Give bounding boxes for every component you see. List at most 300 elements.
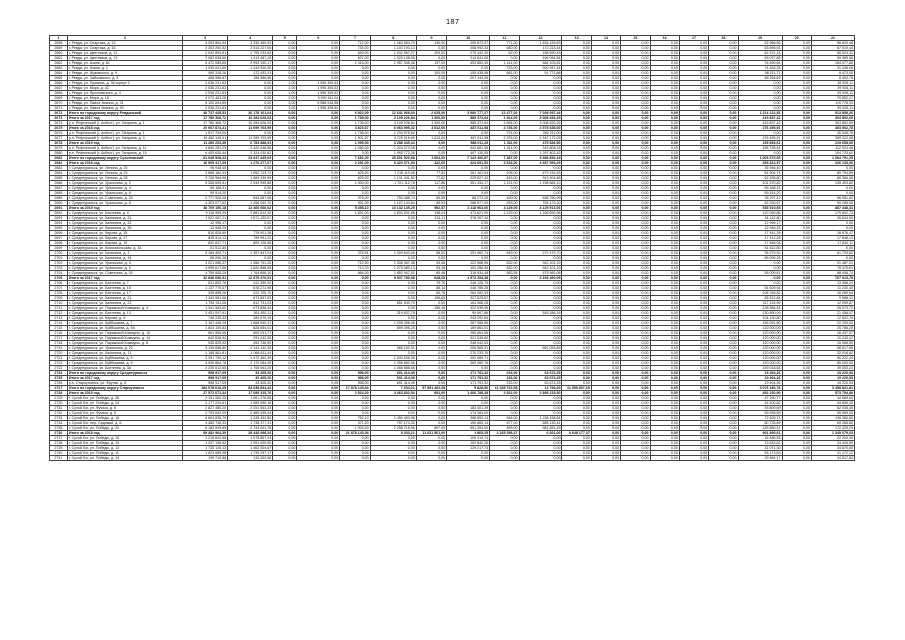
value-cell: 1 129,00 <box>490 211 519 216</box>
value-cell: 0,00 <box>709 326 738 331</box>
value-cell: 0,00 <box>621 336 650 341</box>
value-cell: 0,00 <box>562 131 591 136</box>
value-cell: 0,00 <box>738 106 782 111</box>
value-cell: 0,00 <box>621 441 650 446</box>
value-cell: 1 357 847,04 <box>228 251 273 256</box>
value-cell: 0,00 <box>709 341 738 346</box>
value-cell: 0,00 <box>782 131 811 136</box>
value-cell: 0,00 <box>490 186 519 191</box>
value-cell: 104 733,61 <box>811 151 854 156</box>
value-cell: 3 288 345,34 <box>370 141 416 146</box>
value-cell: 0,00 <box>679 226 708 231</box>
value-cell: 0,00 <box>709 156 738 161</box>
value-cell: 0,00 <box>650 436 679 441</box>
row-number-cell: 2721 <box>50 356 68 361</box>
value-cell: 291 242,05 <box>228 336 273 341</box>
value-cell: 0,00 <box>621 266 650 271</box>
value-cell: 0,00 <box>679 331 708 336</box>
value-cell: 0,00 <box>490 396 519 401</box>
value-cell: 0,00 <box>650 221 679 226</box>
row-number-cell: 2723 <box>50 366 68 371</box>
value-cell: 208 992,34 <box>447 46 490 51</box>
row-number-cell: 2718 <box>50 341 68 346</box>
value-cell: 1 188 561,81 <box>183 351 228 356</box>
value-cell: 1 003 670,93 <box>738 156 782 161</box>
column-header: 4 <box>228 36 273 41</box>
value-cell: 0,00 <box>416 411 446 416</box>
value-cell: 0,00 <box>416 131 446 136</box>
value-cell: 0,00 <box>782 126 811 131</box>
value-cell: 2 151 060,25 <box>183 396 228 401</box>
row-number-cell: 2663 <box>50 66 68 71</box>
value-cell: 0,00 <box>297 146 340 151</box>
value-cell: 0,00 <box>782 211 811 216</box>
value-cell: 0,00 <box>490 321 519 326</box>
value-cell: 0,00 <box>273 206 297 211</box>
value-cell: 0,00 <box>650 161 679 166</box>
value-cell: 809 128,96 <box>228 241 273 246</box>
value-cell: 0,00 <box>297 161 340 166</box>
value-cell: 184 078 616,25 <box>183 386 228 391</box>
value-cell: 3 008 453,25 <box>519 121 562 126</box>
value-cell: 0,00 <box>679 96 708 101</box>
value-cell: 0,00 <box>709 221 738 226</box>
value-cell: 56 951,80 <box>811 196 854 201</box>
row-number-cell: 2730 <box>50 401 68 406</box>
value-cell: 0,00 <box>679 301 708 306</box>
value-cell: 6 400 630,44 <box>183 151 228 156</box>
value-cell: 120 250,86 <box>738 211 782 216</box>
value-cell: 0,00 <box>679 276 708 281</box>
value-cell: 19 450 140,41 <box>183 136 228 141</box>
value-cell: 0,00 <box>519 91 562 96</box>
value-cell: 0,00 <box>340 291 370 296</box>
value-cell: 1 795 233,63 <box>228 51 273 56</box>
value-cell: 155 893,61 <box>738 141 782 146</box>
value-cell: 0,00 <box>519 351 562 356</box>
row-number-cell: 2693 <box>50 216 68 221</box>
value-cell: 0,00 <box>650 386 679 391</box>
value-cell: 931,00 <box>340 201 370 206</box>
value-cell: 0,00 <box>709 101 738 106</box>
value-cell: 0,00 <box>679 81 708 86</box>
value-cell: 0,00 <box>782 221 811 226</box>
value-cell: 0,00 <box>297 151 340 156</box>
value-cell: 0,00 <box>782 406 811 411</box>
value-cell: 0,00 <box>621 161 650 166</box>
value-cell: 415 837,42 <box>738 121 782 126</box>
value-cell: 0,00 <box>650 141 679 146</box>
value-cell: 0,00 <box>709 306 738 311</box>
address-cell: Итого по городскому округу Сухоложский <box>67 156 182 161</box>
value-cell: 169 064,84 <box>519 56 562 61</box>
value-cell: 0,00 <box>621 141 650 146</box>
value-cell: 0,00 <box>709 441 738 446</box>
value-cell: 998,00 <box>340 371 370 376</box>
value-cell: 0,00 <box>782 331 811 336</box>
column-header: 19 <box>738 36 782 41</box>
value-cell: 159 438,58 <box>447 71 490 76</box>
value-cell: 0,00 <box>679 151 708 156</box>
value-cell: 0,00 <box>519 356 562 361</box>
value-cell: 12 622,76 <box>811 316 854 321</box>
value-cell: 0,00 <box>340 361 370 366</box>
value-cell: 1 091 009,50 <box>228 441 273 446</box>
value-cell: 0,00 <box>416 301 446 306</box>
value-cell: 0,00 <box>679 281 708 286</box>
value-cell: 21 456,07 <box>811 311 854 316</box>
value-cell: 0,00 <box>709 421 738 426</box>
value-cell: 0,00 <box>591 386 620 391</box>
value-cell: 0,00 <box>273 201 297 206</box>
address-cell: г. Ревда, ул. Азина, д. 61 <box>67 61 182 66</box>
value-cell: 1 341 563,62 <box>183 306 228 311</box>
value-cell: 0,00 <box>297 271 340 276</box>
value-cell: 119 778,33 <box>811 101 854 106</box>
value-cell: 0,00 <box>591 266 620 271</box>
value-cell: 2 324 030,62 <box>228 151 273 156</box>
value-cell: 280 575,15 <box>228 316 273 321</box>
value-cell: 0,00 <box>297 381 340 386</box>
value-cell: 611 390,20 <box>228 281 273 286</box>
value-cell: 3 980 777,27 <box>447 111 490 116</box>
value-cell: 0,00 <box>447 186 490 191</box>
value-cell: 0,00 <box>591 166 620 171</box>
value-cell: 0,00 <box>273 346 297 351</box>
value-cell: 0,00 <box>782 386 811 391</box>
address-cell: г. Ревда, ул. Спартака, д. 15 <box>67 46 182 51</box>
value-cell: 3 303 200,52 <box>183 46 228 51</box>
value-cell: 0,00 <box>519 396 562 401</box>
value-cell: 549,00 <box>490 251 519 256</box>
row-number-cell: 2658 <box>50 41 68 46</box>
value-cell: 102 286,96 <box>447 266 490 271</box>
value-cell: 0,00 <box>416 366 446 371</box>
value-cell: 0,00 <box>273 351 297 356</box>
value-cell: 0,00 <box>490 401 519 406</box>
value-cell: 0,00 <box>416 321 446 326</box>
value-cell: 0,00 <box>709 251 738 256</box>
value-cell: 0,00 <box>273 321 297 326</box>
value-cell: 0,00 <box>562 331 591 336</box>
value-cell: 0,00 <box>591 236 620 241</box>
value-cell: 0,00 <box>591 86 620 91</box>
value-cell: 0,00 <box>340 216 370 221</box>
value-cell: 0,00 <box>650 276 679 281</box>
value-cell: 0,00 <box>297 331 340 336</box>
value-cell: 25 601 520,68 <box>370 156 416 161</box>
value-cell: 36 946,40 <box>738 166 782 171</box>
value-cell: 0,00 <box>621 396 650 401</box>
value-cell: 0,00 <box>340 456 370 461</box>
value-cell: 0,00 <box>709 216 738 221</box>
value-cell: 0,00 <box>273 216 297 221</box>
value-cell: 0,00 <box>621 321 650 326</box>
value-cell: 0,00 <box>273 131 297 136</box>
value-cell: 0,00 <box>416 256 446 261</box>
value-cell: 5 308 695,51 <box>183 181 228 186</box>
value-cell: 0,00 <box>273 176 297 181</box>
value-cell: 0,00 <box>621 291 650 296</box>
value-cell: 12 794,00 <box>519 386 562 391</box>
value-cell: 0,00 <box>562 111 591 116</box>
value-cell: 0,00 <box>591 186 620 191</box>
value-cell: 442 881,36 <box>447 146 490 151</box>
value-cell: 120 000,00 <box>738 336 782 341</box>
row-number-cell: 2737 <box>50 436 68 441</box>
value-cell: 0,00 <box>811 256 854 261</box>
address-cell: г. Среднеуральск, ул. Уральская, д. 8 <box>67 201 182 206</box>
value-cell: 946,00 <box>490 416 519 421</box>
value-cell: 0,00 <box>621 411 650 416</box>
address-cell: г. Ревда, ул. Цветников, д. 11 <box>67 51 182 56</box>
value-cell: 0,00 <box>519 441 562 446</box>
value-cell: 0,00 <box>679 406 708 411</box>
value-cell: 0,00 <box>297 201 340 206</box>
value-cell: 0,00 <box>650 91 679 96</box>
value-cell: 53 173,83 <box>738 451 782 456</box>
address-cell: г. Среднеуральск, ул. Калинина, д. 3 <box>67 251 182 256</box>
value-cell: 0,00 <box>782 371 811 376</box>
value-cell: 0,00 <box>273 286 297 291</box>
value-cell: 0,00 <box>679 296 708 301</box>
value-cell: 3 633,00 <box>490 161 519 166</box>
value-cell: 5 184 452,71 <box>183 251 228 256</box>
value-cell: 0,00 <box>679 46 708 51</box>
value-cell: 0,00 <box>416 166 446 171</box>
value-cell: 79,76 <box>416 281 446 286</box>
value-cell: 0,00 <box>591 156 620 161</box>
column-header: 3 <box>183 36 228 41</box>
value-cell: 0,00 <box>650 336 679 341</box>
value-cell: 0,00 <box>782 456 811 461</box>
row-number-cell: 2717 <box>50 336 68 341</box>
value-cell: 0,00 <box>709 51 738 56</box>
value-cell: 39 926,11 <box>811 106 854 111</box>
value-cell: 66 222,44 <box>811 356 854 361</box>
value-cell: 0,00 <box>490 191 519 196</box>
value-cell: 0,00 <box>519 86 562 91</box>
value-cell: 12 460 660,02 <box>228 206 273 211</box>
value-cell: 0,00 <box>273 126 297 131</box>
value-cell: 0,00 <box>591 316 620 321</box>
address-cell: г. Ревда, ул. Ярославского, д. 4 <box>67 91 182 96</box>
value-cell: 0,00 <box>416 396 446 401</box>
value-cell: 156 986,96 <box>228 76 273 81</box>
value-cell: 0,00 <box>297 446 340 451</box>
value-cell: 0,00 <box>273 301 297 306</box>
value-cell: 285 864,56 <box>447 331 490 336</box>
value-cell: 0,00 <box>621 61 650 66</box>
value-cell: 19 404,26 <box>738 381 782 386</box>
value-cell: 0,00 <box>519 336 562 341</box>
value-cell: 0,00 <box>621 311 650 316</box>
value-cell: 0,00 <box>416 191 446 196</box>
value-cell: 0,00 <box>490 441 519 446</box>
value-cell: 1 000,00 <box>340 181 370 186</box>
value-cell: 0,00 <box>679 116 708 121</box>
value-cell: 0,00 <box>562 136 591 141</box>
value-cell: 0,00 <box>562 426 591 431</box>
value-cell: 62 435,80 <box>738 176 782 181</box>
value-cell: 0,00 <box>650 156 679 161</box>
page-number: 187 <box>445 18 460 26</box>
value-cell: 0,00 <box>340 356 370 361</box>
value-cell: 62,00 <box>490 51 519 56</box>
column-header: 15 <box>621 36 650 41</box>
value-cell: 0,00 <box>370 306 416 311</box>
value-cell: 0,00 <box>447 166 490 171</box>
value-cell: 842 637,71 <box>183 241 228 246</box>
value-cell: 0,00 <box>591 111 620 116</box>
value-cell: 0,00 <box>621 271 650 276</box>
address-cell: г. Сухой Лог, пер. Садовый, д. 6 <box>67 421 182 426</box>
address-cell: г. Сухой Лог, ул. Победы, д. 11 <box>67 451 182 456</box>
value-cell: 1 306 367,08 <box>370 261 416 266</box>
row-number-cell: 2713 <box>50 316 68 321</box>
value-cell: 0,00 <box>297 41 340 46</box>
value-cell: 0,00 <box>709 176 738 181</box>
value-cell: 0,00 <box>273 281 297 286</box>
value-cell: 0,00 <box>416 446 446 451</box>
value-cell: 0,00 <box>416 241 446 246</box>
column-header: 8 <box>370 36 416 41</box>
value-cell: 0,00 <box>709 61 738 66</box>
value-cell: 0,00 <box>297 281 340 286</box>
value-cell: 91 771,88 <box>519 71 562 76</box>
column-header: 11 <box>490 36 519 41</box>
value-cell: 0,00 <box>591 151 620 156</box>
value-cell: 0,00 <box>297 46 340 51</box>
value-cell: 1 131 441,82 <box>370 176 416 181</box>
value-cell: 0,00 <box>297 276 340 281</box>
value-cell: 0,00 <box>709 166 738 171</box>
value-cell: 0,00 <box>650 56 679 61</box>
row-number-cell: 2715 <box>50 326 68 331</box>
value-cell: 172 453,31 <box>228 71 273 76</box>
value-cell: 0,00 <box>273 296 297 301</box>
value-cell: 0,00 <box>297 171 340 176</box>
value-cell: 125 550,41 <box>738 426 782 431</box>
row-number-cell: 2660 <box>50 51 68 56</box>
value-cell: 1 501,67 <box>340 136 370 141</box>
value-cell: 0,00 <box>297 356 340 361</box>
value-cell: 40 737 445,53 <box>183 111 228 116</box>
row-number-cell: 2674 <box>50 121 68 126</box>
value-cell: 59 385,96 <box>811 56 854 61</box>
value-cell: 0,00 <box>782 356 811 361</box>
value-cell: 0,00 <box>490 336 519 341</box>
value-cell: 0,00 <box>782 231 811 236</box>
value-cell: 4 687 993,29 <box>519 161 562 166</box>
value-cell: 0,00 <box>679 401 708 406</box>
value-cell: 0,00 <box>650 116 679 121</box>
address-cell: г. Среднеуральск, ул. Парижской Коммуны, д. 10 <box>67 331 182 336</box>
value-cell: 0,00 <box>273 356 297 361</box>
value-cell: 9 386 852,19 <box>519 156 562 161</box>
value-cell: 0,00 <box>273 336 297 341</box>
value-cell: 2 044 995,88 <box>228 181 273 186</box>
value-cell: 0,00 <box>273 401 297 406</box>
value-cell: 0,00 <box>416 101 446 106</box>
value-cell: 0,00 <box>228 86 273 91</box>
value-cell: 1 137 779,07 <box>183 286 228 291</box>
value-cell: 0,00 <box>811 166 854 171</box>
row-number-cell: 2685 <box>50 176 68 181</box>
value-cell: 0,00 <box>297 451 340 456</box>
value-cell: 0,00 <box>591 206 620 211</box>
value-cell: 303 852,69 <box>811 121 854 126</box>
value-cell: 0,00 <box>273 456 297 461</box>
value-cell: 0,00 <box>591 101 620 106</box>
value-cell: 1 300,00 <box>416 121 446 126</box>
value-cell: 0,00 <box>562 356 591 361</box>
value-cell: 0,00 <box>340 241 370 246</box>
value-cell: 403 502,78 <box>811 126 854 131</box>
value-cell: 1 450 493,96 <box>370 416 416 421</box>
value-cell: 1,00 <box>273 91 297 96</box>
value-cell: 12 946,25 <box>183 226 228 231</box>
value-cell: 1 234 978,62 <box>370 131 416 136</box>
value-cell: 0,00 <box>621 151 650 156</box>
value-cell: 0,00 <box>416 186 446 191</box>
value-cell: 0,00 <box>591 406 620 411</box>
value-cell: 104 130,80 <box>738 316 782 321</box>
row-number-cell: 2697 <box>50 236 68 241</box>
column-header: 12 <box>519 36 562 41</box>
value-cell: 0,00 <box>562 201 591 206</box>
value-cell: 0,00 <box>447 456 490 461</box>
value-cell: 78 475,61 <box>811 266 854 271</box>
value-cell: 0,00 <box>782 136 811 141</box>
value-cell: 0,00 <box>650 341 679 346</box>
value-cell: 0,00 <box>490 216 519 221</box>
value-cell: 2 993 190,17 <box>228 61 273 66</box>
value-cell: 0,00 <box>621 41 650 46</box>
value-cell: 0,00 <box>447 106 490 111</box>
value-cell: 0,00 <box>447 256 490 261</box>
value-cell: 0,00 <box>621 341 650 346</box>
value-cell: 0,00 <box>782 326 811 331</box>
value-cell: 0,00 <box>679 216 708 221</box>
value-cell: 0,00 <box>340 76 370 81</box>
value-cell: 0,00 <box>370 411 416 416</box>
value-cell: 0,00 <box>650 416 679 421</box>
value-cell: 0,00 <box>782 191 811 196</box>
value-cell: 28 844,99 <box>811 216 854 221</box>
value-cell: 0,00 <box>782 426 811 431</box>
value-cell: 494 746,90 <box>228 341 273 346</box>
value-cell: 0,00 <box>228 131 273 136</box>
value-cell: 0,00 <box>273 391 297 396</box>
value-cell: 0,00 <box>519 326 562 331</box>
value-cell: 0,00 <box>782 271 811 276</box>
value-cell: 0,00 <box>621 166 650 171</box>
value-cell: 0,00 <box>709 401 738 406</box>
value-cell: 7 681,00 <box>340 156 370 161</box>
value-cell: 0,00 <box>273 316 297 321</box>
value-cell: 0,00 <box>273 411 297 416</box>
value-cell: 3 109 226,84 <box>370 121 416 126</box>
value-cell: 0,00 <box>519 186 562 191</box>
value-cell: 17 412,28 <box>738 236 782 241</box>
value-cell: 158 795,44 <box>738 146 782 151</box>
value-cell: 9 118 959,39 <box>183 211 228 216</box>
value-cell: 120 000,00 <box>738 331 782 336</box>
value-cell: 0,00 <box>679 166 708 171</box>
value-cell: 844 587,08 <box>228 196 273 201</box>
value-cell: 0,00 <box>416 226 446 231</box>
